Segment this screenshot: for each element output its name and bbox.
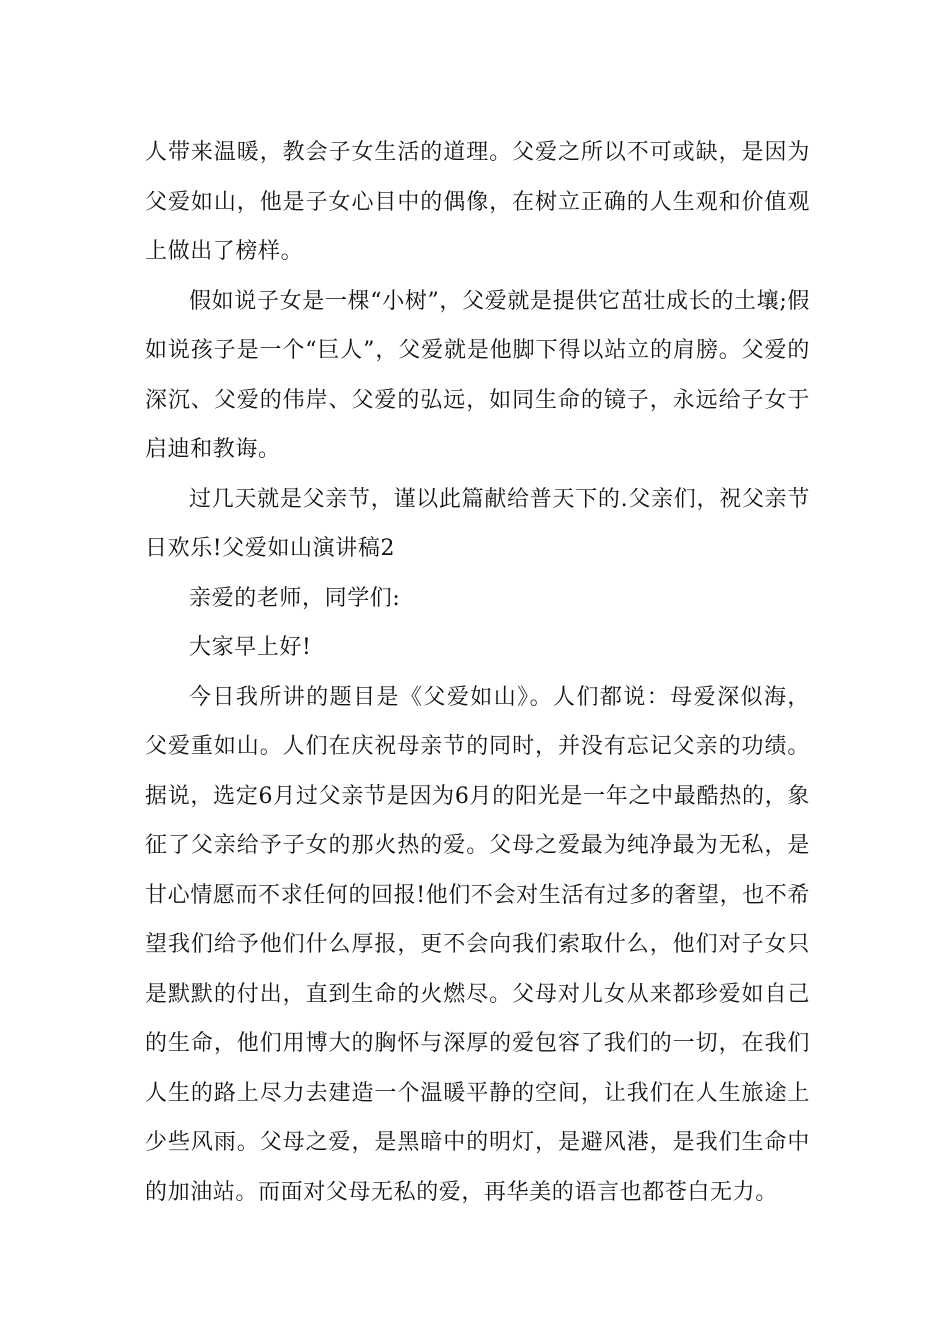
paragraph-6: 今日我所讲的题目是《父爱如山》。人们都说：母爱深似海，父爱重如山。人们在庆祝母亲节的同时，并没有忘记父亲的功绩。据说，选定6月过父亲节是因为6月的阳光是一年之中最酷热的，象征了父亲给予子女的那火热的爱。父母之爱最为纯净最为无私，是甘心情愿而不求任何的回报!他们不会对生活有过多的奢望，也不希望我们给予他们什么厚报，更不会向我们索取什么，他们对子女只是默默的付出，直到生命的火燃尽。父母对儿女从来都珍爱如自己的生命，他们用博大的胸怀与深厚的爱包容了我们的一切，在我们人生的路上尽力去建造一个温暖平静的空间，让我们在人生旅途上少些风雨。父母之爱，是黑暗中的明灯，是避风港，是我们生命中的加油站。而面对父母无私的爱，再华美的语言也都苍白无力。 <box>145 684 810 1205</box>
paragraph-1: 人带来温暖，教会子女生活的道理。父爱之所以不可或缺，是因为父爱如山，他是子女心目中的偶像，在树立正确的人生观和价值观上做出了榜样。 <box>145 140 810 264</box>
paragraph-3: 过几天就是父亲节，谨以此篇献给普天下的.父亲们，祝父亲节日欢乐!父爱如山演讲稿2 <box>145 486 810 561</box>
paragraph-good-morning: 大家早上好! <box>189 635 312 660</box>
paragraph-greeting: 亲爱的老师，同学们: <box>189 585 401 611</box>
paragraph-2: 假如说子女是一棵“小树”，父爱就是提供它茁壮成长的土壤;假如说孩子是一个“巨人”，父爱就是他脚下得以站立的肩膀。父爱的深沉、父爱的伟岸、父爱的弘远，如同生命的镜子，永远给子女于启迪和教诲。 <box>145 288 810 462</box>
document-body <box>145 128 810 1217</box>
